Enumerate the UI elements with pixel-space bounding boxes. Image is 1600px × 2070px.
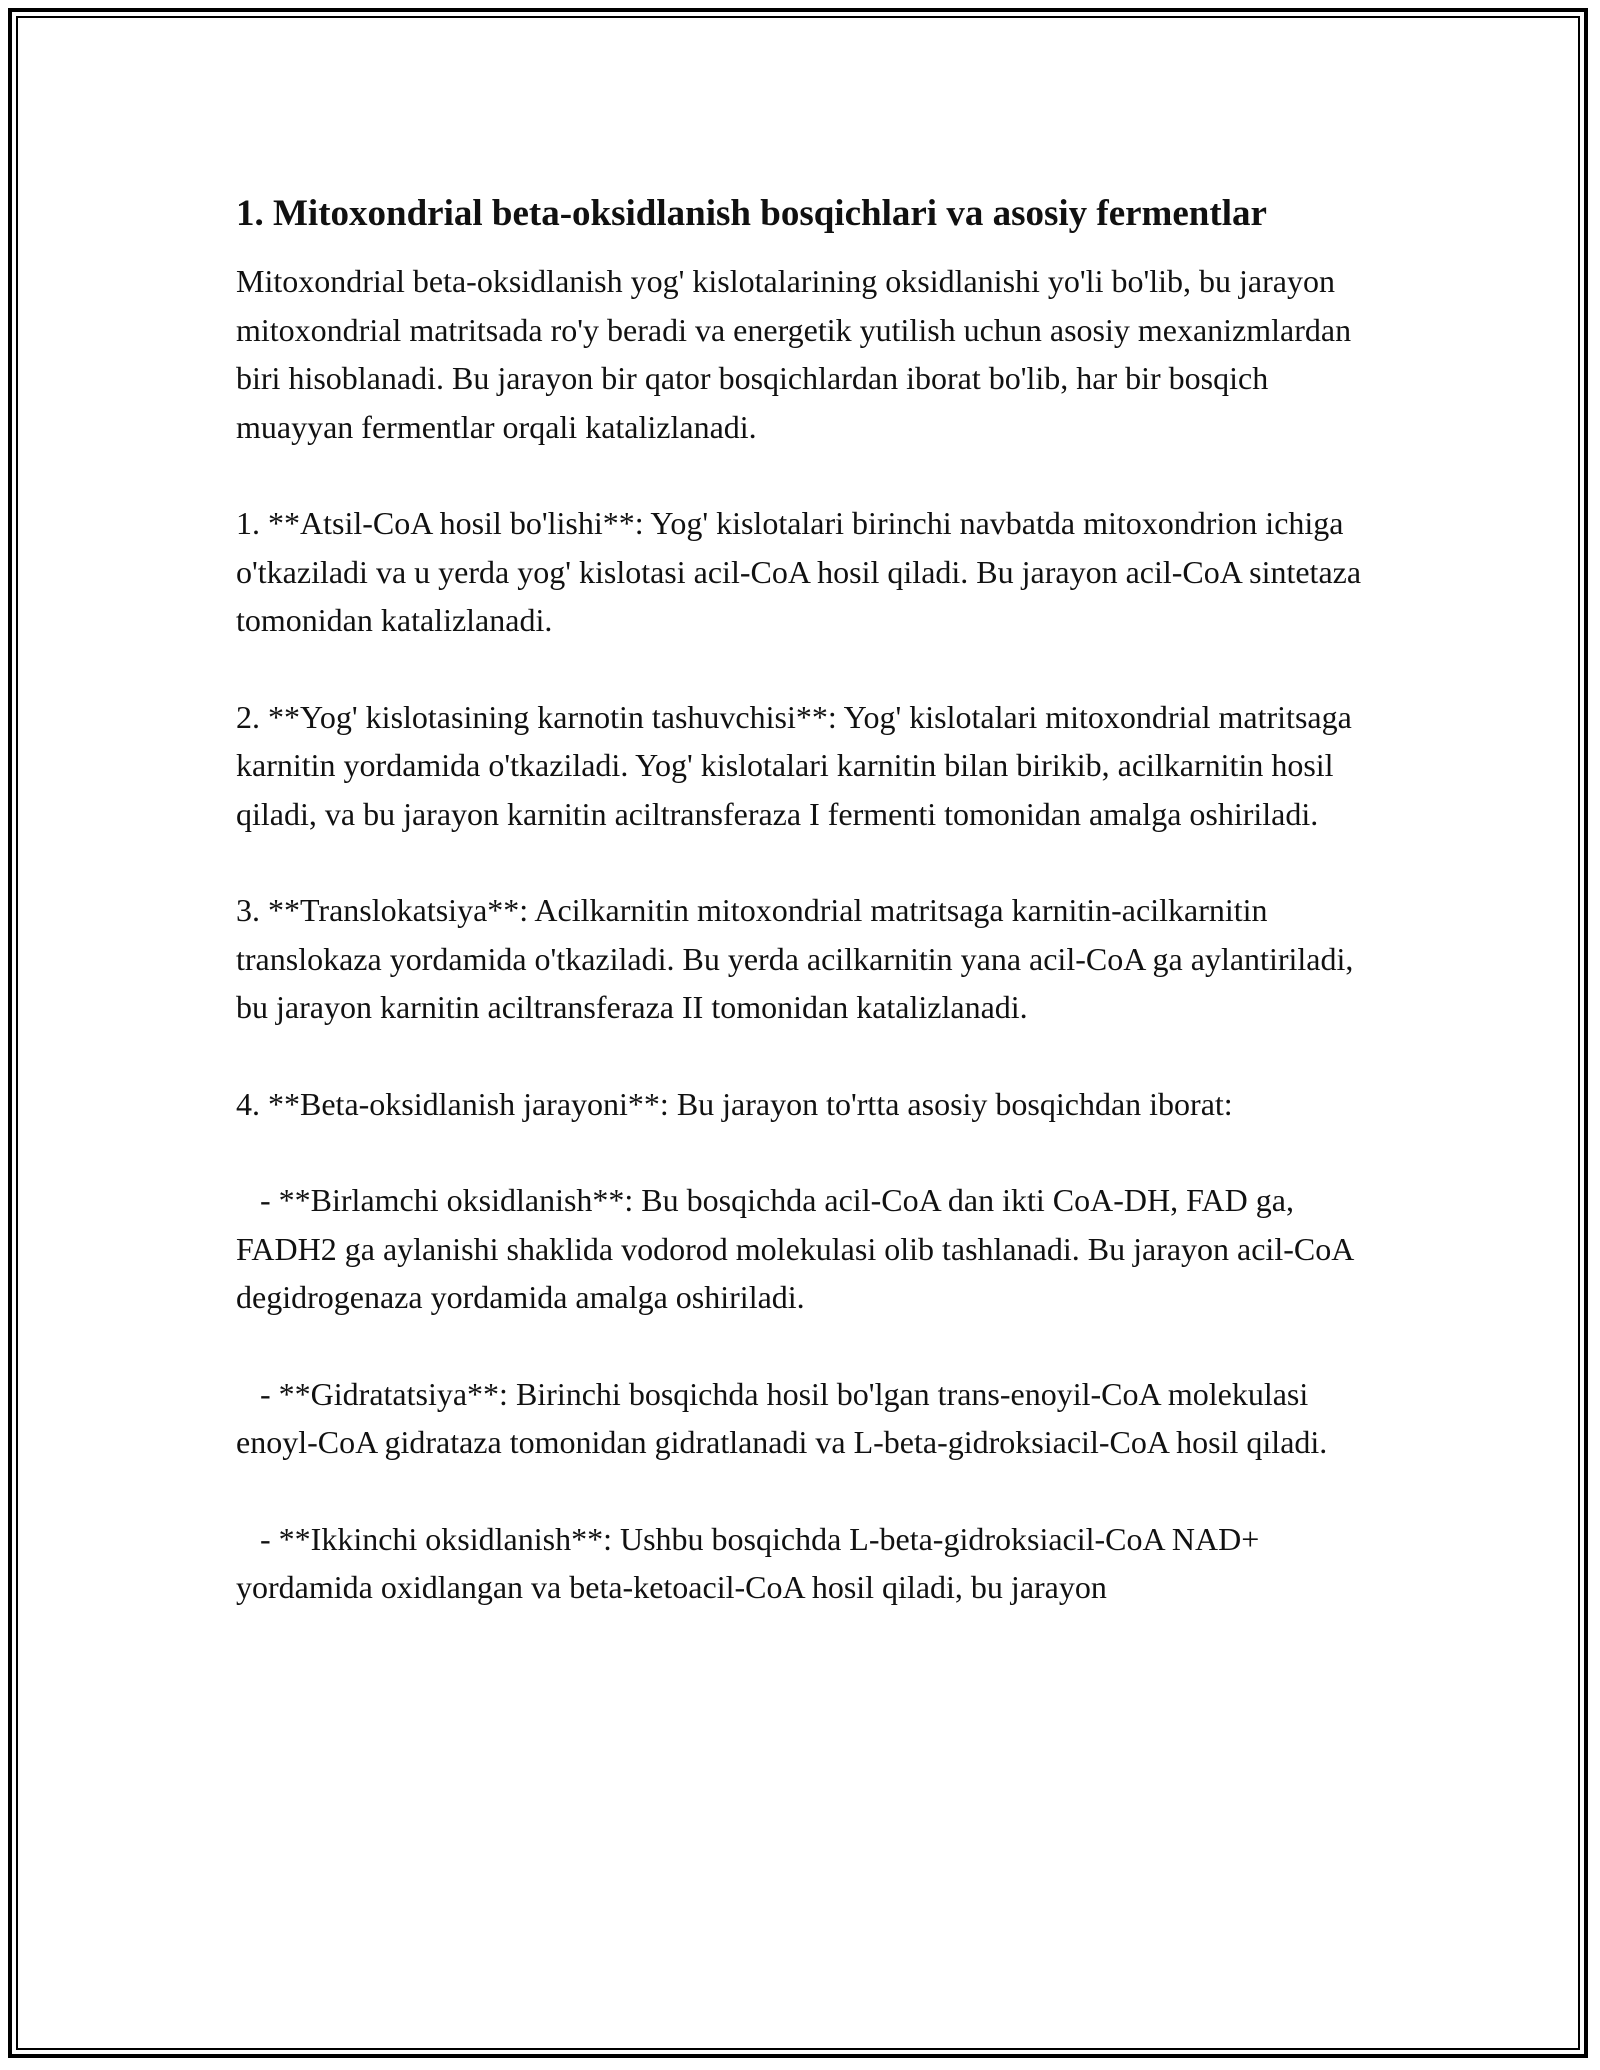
section-heading: 1. Mitoxondrial beta-oksidlanish bosqichlari va asosiy fermentlar <box>236 193 1267 234</box>
paragraph-substep-3: - **Ikkinchi oksidlanish**: Ushbu bosqichda L-beta-gidroksiacil-CoA NAD+ yordamida oxidlangan va beta-ketoacil-CoA hosil qiladi, bu jarayon <box>236 1520 1268 1605</box>
paragraph-intro: Mitoxondrial beta-oksidlanish yog' kislotalarining oksidlanishi yo'li bo'lib, bu jarayon mitoxondrial matritsada ro'y beradi va energetik yutilish uchun asosiy mexanizmlardan biri hisoblanadi. Bu jarayon bir qator bosqichlardan iborat bo'lib, har bir bosqich muayyan fermentlar orqali katalizlanadi. <box>236 263 1360 445</box>
paragraph-step-4: 4. **Beta-oksidlanish jarayoni**: Bu jarayon to'rtta asosiy bosqichdan iborat: <box>236 1085 1233 1122</box>
document-body <box>236 186 1370 1612</box>
paragraph-step-2: 2. **Yog' kislotasining karnotin tashuvchisi**: Yog' kislotalari mitoxondrial matritsaga karnitin yordamida o'tkaziladi. Yog' kislotalari karnitin bilan birikib, acilkarnitin hosil qiladi, va bu jarayon karnitin aciltransferaza I fermenti tomonidan amalga oshiriladi. <box>236 698 1360 832</box>
paragraph-step-1: 1. **Atsil-CoA hosil bo'lishi**: Yog' kislotalari birinchi navbatda mitoxondrion ichiga o'tkaziladi va u yerda yog' kislotasi acil-CoA hosil qiladi. Bu jarayon acil-CoA sintetaza tomonidan katalizlanadi. <box>236 505 1370 638</box>
paragraph-step-3: 3. **Translokatsiya**: Acilkarnitin mitoxondrial matritsaga karnitin-acilkarnitin translokaza yordamida o'tkaziladi. Bu yerda acilkarnitin yana acil-CoA ga aylantiriladi, bu jarayon karnitin aciltransferaza II tomonidan katalizlanadi. <box>236 892 1362 1025</box>
paragraph-substep-2: - **Gidratatsiya**: Birinchi bosqichda hosil bo'lgan trans-enoyil-CoA molekulasi enoyl-CoA gidrataza tomonidan gidratlanadi va L-beta-gidroksiacil-CoA hosil qiladi. <box>236 1375 1328 1460</box>
paragraph-substep-1: - **Birlamchi oksidlanish**: Bu bosqichda acil-CoA dan ikti CoA-DH, FAD ga, FADH2 ga aylanishi shaklida vodorod molekulasi olib tashlanadi. Bu jarayon acil-CoA degidrogenaza yordamida amalga oshiriladi. <box>236 1182 1361 1315</box>
